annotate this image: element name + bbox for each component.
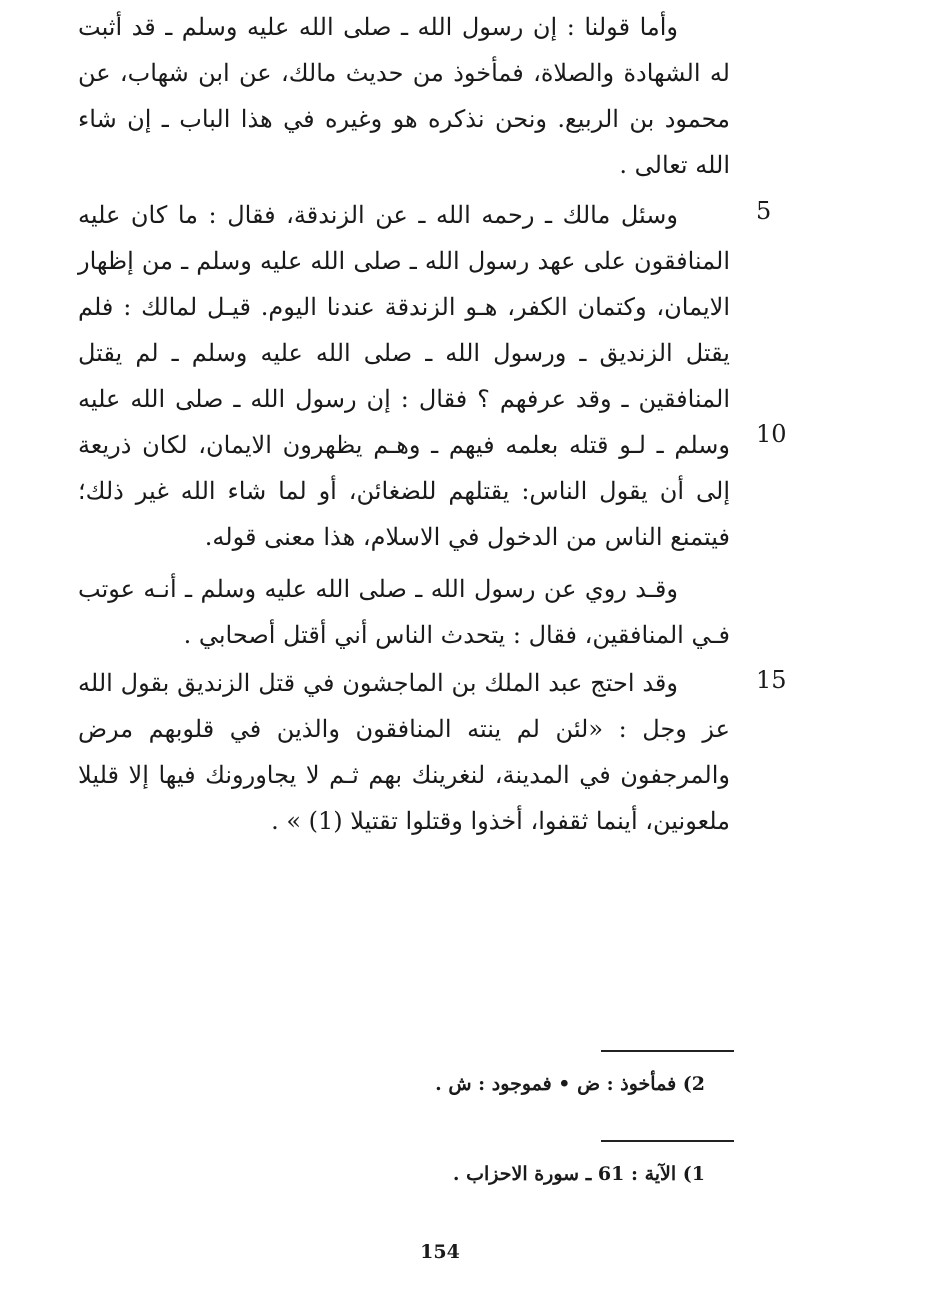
paragraph-3: وقـد روي عن رسول الله ـ صلى الله عليه وسلم ـ أنـه عوتب فـي المنافقين، فقال : يتحدث الناس أني أقتل أصحابي . [78,575,730,649]
footnote-divider-2 [601,1140,734,1142]
page-number: 154 [420,1241,460,1263]
footnote-divider-1 [601,1050,734,1052]
paragraph-1: وأما قولنا : إن رسول الله ـ صلى الله عليه وسلم ـ قد أثبت له الشهادة والصلاة، فمأخوذ من حديث مالك، عن ابن شهاب، عن محمود بن الربيع. ونحن نذكره هو وغيره في هذا الباب ـ إن شاء الله تعالى . [78,13,730,179]
footnote-1: 1) الآية : 61 ـ سورة الاحزاب . [452,1163,705,1185]
paragraph-2: وسئل مالك ـ رحمه الله ـ عن الزندقة، فقال : ما كان عليه المنافقون على عهد رسول الله ـ صلى الله عليه وسلم ـ من إظهار الايمان، وكتمان الكفر، هـو الزندقة عندنا اليوم. قيـل لمالك : فلم يقتل الزنديق ـ ورسول الله ـ صلى الله عليه وسلم ـ لم يقتل المنافقين ـ وقد عرفهم ؟ فقال : إن رسول الله ـ صلى الله عليه وسلم ـ لـو قتله بعلمه فيهم ـ وهـم يظهرون الايمان، لكان ذريعة إلى أن يقول الناس: يقتلهم للضغائن، أو لما شاء الله غير ذلك؛ فيتمنع الناس من الدخول في الاسلام، هذا معنى قوله. [78,201,730,551]
line-number-5: 5 [756,197,772,225]
paragraph-4: وقد احتج عبد الملك بن الماجشون في قتل الزنديق بقول الله عز وجل : «لئن لم ينته المنافقون والذين في قلوبهم مرض والمرجفون في المدينة، لنغرينك بهم ثـم لا يجاورونك فيها إلا قليلا ملعونين، أينما ثقفوا، أخذوا وقتلوا تقتيلا (1) » . [78,669,730,835]
line-number-15: 15 [756,666,787,694]
line-number-10: 10 [756,420,787,448]
footnote-2: 2) فمأخوذ : ض • فموجود : ش . [435,1073,705,1095]
